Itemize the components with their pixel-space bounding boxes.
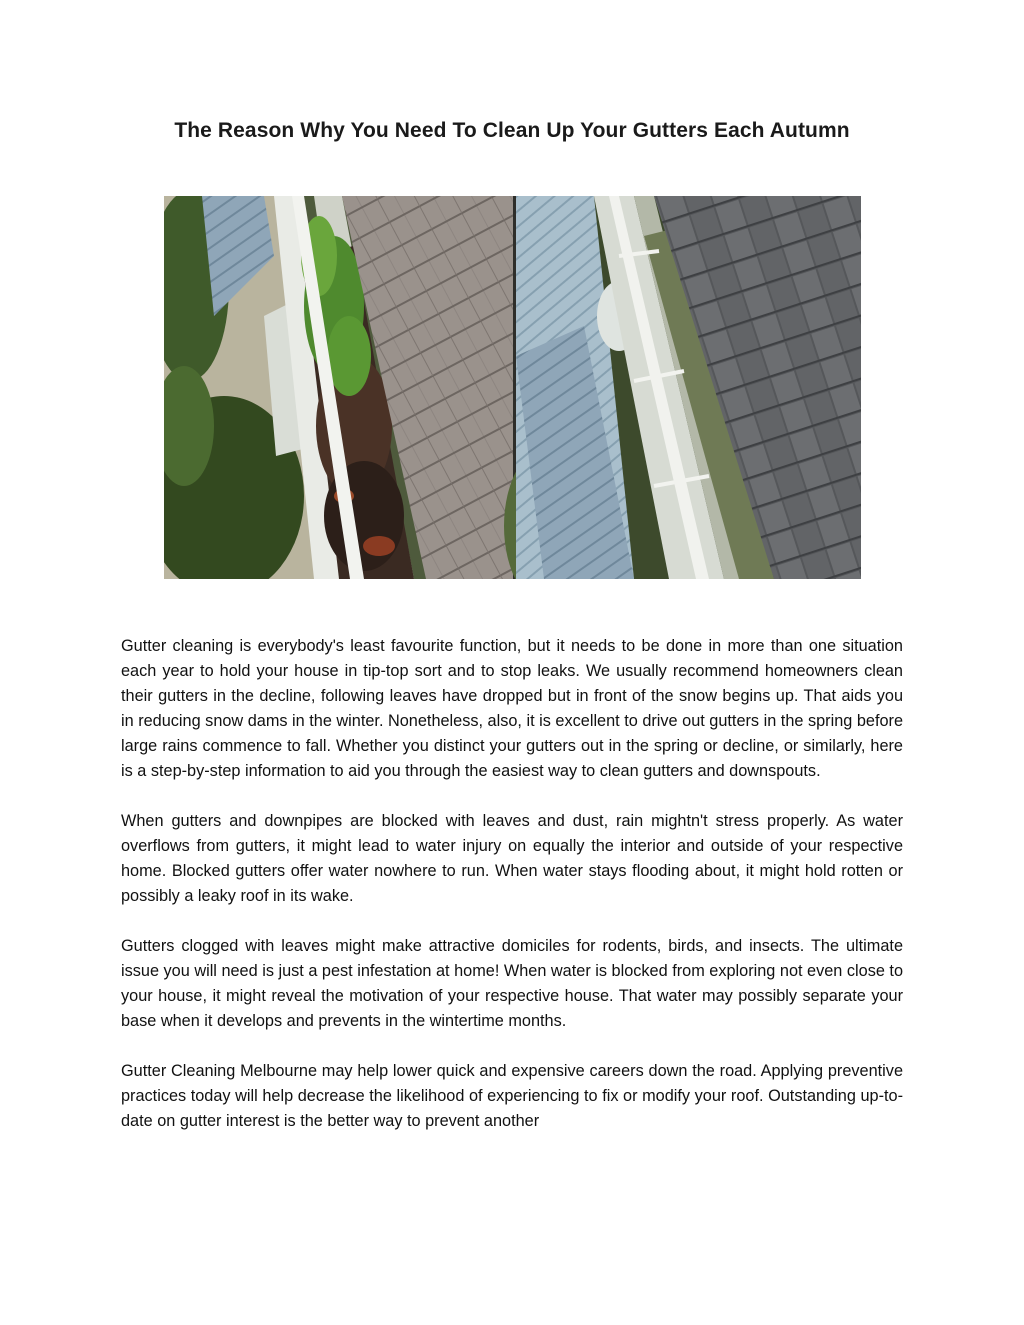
paragraph-2: When gutters and downpipes are blocked with leaves and dust, rain mightn't stress properly. As water overflows from gutters, it might lead to water injury on equally the interior and outside of your respective home. Blocked gutters offer water nowhere to run. When water stays flooding about, it might hold rotten or possibly a leaky roof in its wake. bbox=[121, 812, 903, 905]
paragraph-3: Gutters clogged with leaves might make attractive domiciles for rodents, birds, and insects. The ultimate issue you will need is just a pest infestation at home! When water is blocked from exploring not even close to your house, it might reveal the motivation of your respective house. That water may possibly separate your base when it develops and prevents in the wintertime months. bbox=[121, 937, 903, 1030]
page-title: The Reason Why You Need To Clean Up Your Gutters Each Autumn bbox=[174, 119, 850, 142]
gutter-before-after-photo bbox=[164, 196, 861, 579]
article-body bbox=[121, 634, 903, 1159]
clogged-gutter-panel bbox=[164, 196, 514, 579]
paragraph-1: Gutter cleaning is everybody's least favourite function, but it needs to be done in more than one situation each year to hold your house in tip-top sort and to stop leaks. We usually recommend homeowners clean their gutters in the decline, following leaves have dropped but in front of the snow begins up. That aids you in reducing snow dams in the winter. Nonetheless, also, it is excellent to drive out gutters in the spring before large rains commence to fall. Whether you distinct your gutters out in the spring or decline, or similarly, here is a step-by-step information to aid you through the easiest way to clean gutters and downspouts. bbox=[121, 637, 903, 780]
clean-gutter-panel bbox=[504, 196, 861, 579]
paragraph-4: Gutter Cleaning Melbourne may help lower quick and expensive careers down the road. Applying preventive practices today will help decrease the likelihood of experiencing to fix or modify your roof. Outstanding up-to-date on gutter interest is the better way to prevent another bbox=[121, 1062, 903, 1130]
